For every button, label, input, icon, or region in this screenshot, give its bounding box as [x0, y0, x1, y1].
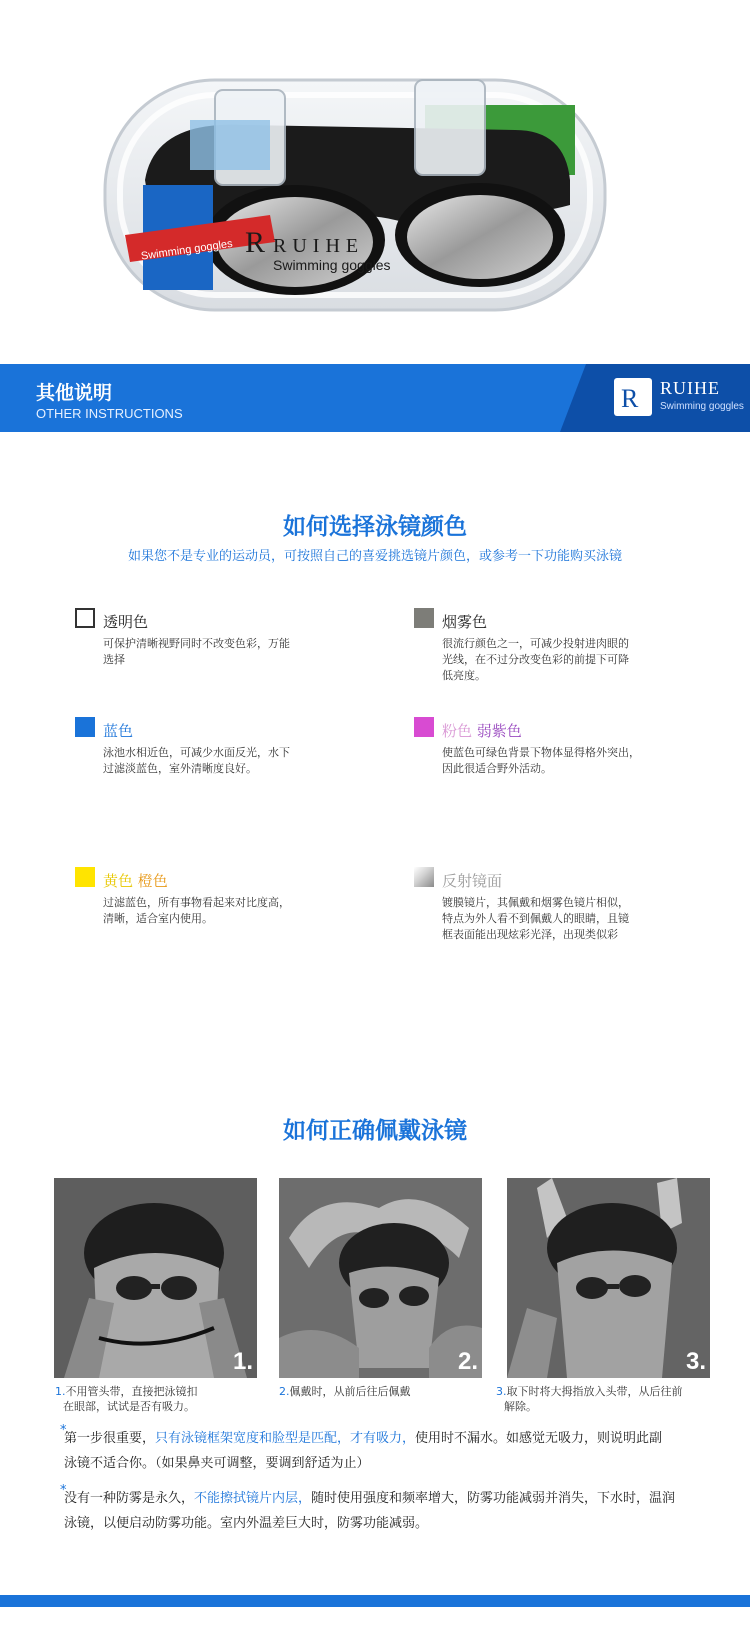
- color-desc: 可保护清晰视野同时不改变色彩，万能 选择: [103, 637, 290, 666]
- product-photo: [95, 30, 615, 330]
- color-desc: 很流行颜色之一，可减少投射进肉眼的 光线，在不过分改变色彩的前提下可降 低亮度。: [442, 637, 629, 682]
- color-desc: 过滤蓝色，所有事物看起来对比度高， 清晰，适合室内使用。: [103, 896, 290, 925]
- logo-name: RUIHE: [660, 378, 720, 398]
- color-desc: 泳池水相近色，可减少水面反光，水下 过滤淡蓝色，室外清晰度良好。: [103, 746, 290, 775]
- banner-title: 其他说明: [36, 382, 113, 404]
- wear-section-title: 如何正确佩戴泳镜: [283, 1118, 467, 1144]
- color-desc: 使蓝色可绿色背景下物体显得格外突出， 因此很适合野外活动。: [442, 746, 640, 775]
- color-name: 烟雾色: [442, 613, 488, 631]
- note-1: * 第一步很重要，只有泳镜框架宽度和脸型是匹配，才有吸力，使用时不漏水。如感觉无吸力，则说明此副 泳镜不适合你。（如果鼻夹可调整，要调到舒适为止）: [64, 1426, 744, 1476]
- footer-bar: [0, 1595, 750, 1607]
- color-name: 透明色: [103, 613, 149, 631]
- step-2-illustration: [279, 1178, 482, 1378]
- step-3-caption: 3.取下时将大拇指放入头带，从后往前 解除。: [496, 1385, 683, 1413]
- pink-swatch: [414, 717, 434, 737]
- yellow-swatch: [75, 867, 95, 887]
- case-tagline: Swimming goggles: [273, 257, 391, 273]
- logo-tagline: Swimming goggles: [660, 401, 744, 412]
- step-2-caption: 2.佩戴时，从前后往后佩戴: [279, 1385, 411, 1398]
- section-banner: [0, 364, 750, 432]
- color-name: 反射镜面: [442, 872, 503, 890]
- banner-subtitle: OTHER INSTRUCTIONS: [36, 406, 183, 421]
- svg-text:R: R: [621, 384, 639, 412]
- star-icon: *: [60, 1423, 67, 1438]
- ribbon-text: Swimming goggles: [140, 237, 234, 263]
- color-name: 黄色 橙色: [103, 872, 168, 890]
- brand-logo-icon: [614, 378, 652, 416]
- clear-swatch: [75, 608, 95, 628]
- case-brand: RUIHE: [273, 235, 365, 257]
- blue-swatch: [75, 717, 95, 737]
- color-desc: 镀膜镜片，其佩戴和烟雾色镜片相似， 特点为外人看不到佩戴人的眼睛，且镜 框表面能出现炫彩光泽，出现类似彩: [442, 896, 629, 941]
- case-brand-R: R: [245, 226, 266, 259]
- step-1-number: 1.: [232, 1348, 253, 1375]
- color-name: 蓝色: [103, 722, 134, 740]
- smoke-swatch: [414, 608, 434, 628]
- step-1-illustration: [54, 1178, 257, 1378]
- star-icon: *: [60, 1483, 67, 1498]
- note-2: * 没有一种防雾是永久，不能擦拭镜片内层，随时使用强度和频率增大，防雾功能减弱并消失，下水时，温润 泳镜，以便启动防雾功能。室内外温差巨大时，防雾功能减弱。: [64, 1486, 744, 1536]
- step-2-number: 2.: [457, 1348, 478, 1375]
- step-3-illustration: [507, 1178, 710, 1378]
- step-3-number: 3.: [685, 1348, 706, 1375]
- color-section-title: 如何选择泳镜颜色: [283, 514, 467, 540]
- banner-accent: [560, 364, 750, 432]
- mirror-swatch: [414, 867, 434, 887]
- color-name: 粉色 弱紫色: [442, 722, 522, 740]
- step-1-caption: 1.不用管头带，直接把泳镜扣 在眼部，试试是否有吸力。: [55, 1385, 198, 1413]
- color-section-subtitle: 如果您不是专业的运动员，可按照自己的喜爱挑选镜片颜色，或参考一下功能购买泳镜: [127, 549, 622, 564]
